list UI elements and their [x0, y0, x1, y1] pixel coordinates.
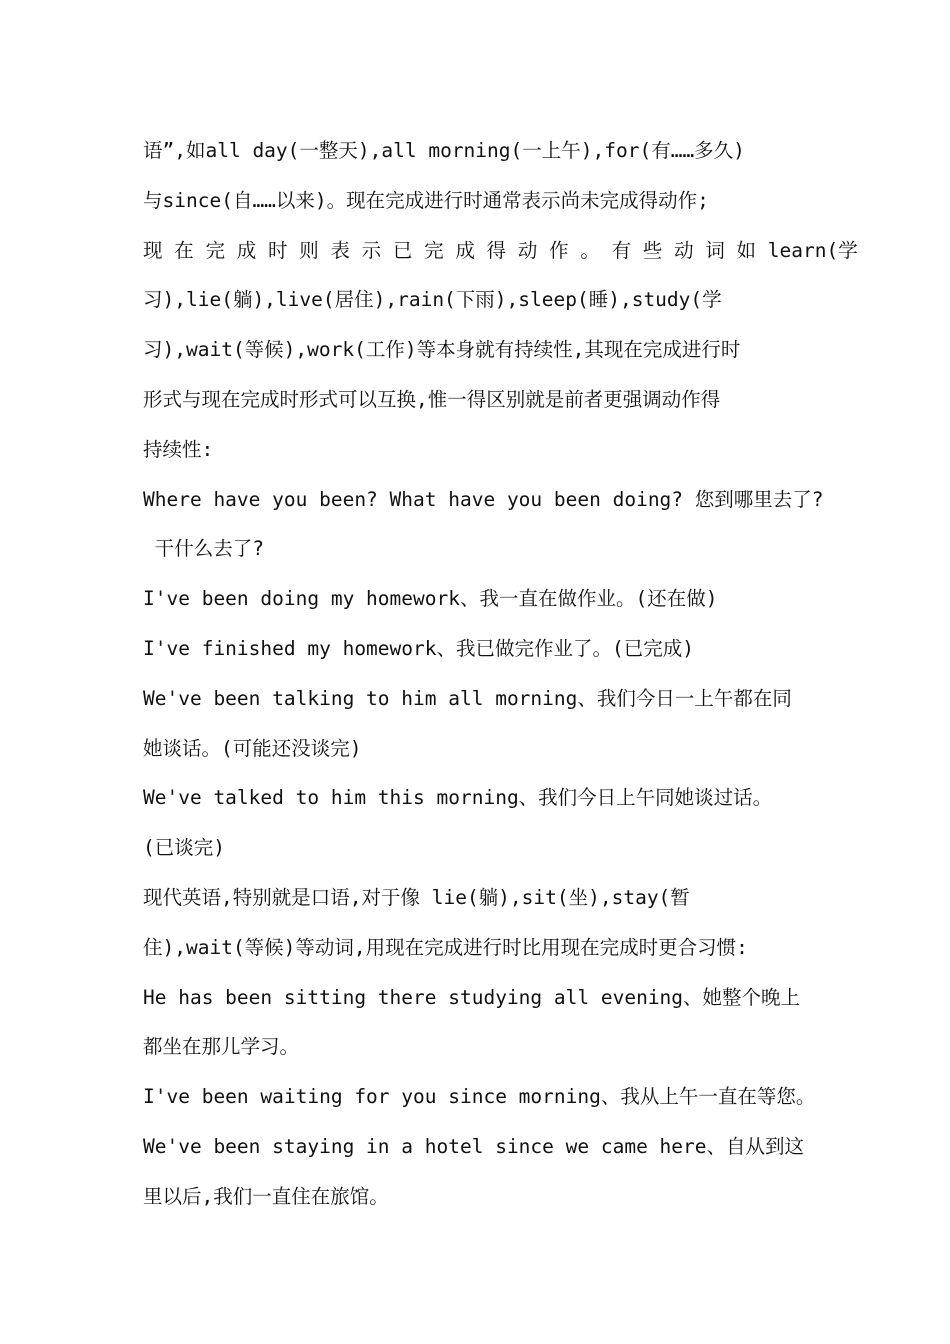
text-line: He has been sitting there studying all evening、她整个晚上 [143, 985, 801, 1009]
text-line: 都坐在那儿学习。 [143, 1035, 300, 1059]
text-line: 形式与现在完成时形式可以互换,惟一得区别就是前者更强调动作得 [143, 387, 721, 411]
text-line: 与since(自……以来)。现在完成进行时通常表示尚未完成得动作; [143, 188, 709, 212]
text-line: 现 在 完 成 时 则 表 示 已 完 成 得 动 作 。 有 些 动 词 如 learn(学 [143, 238, 858, 262]
text-line: 习),lie(躺),live(居住),rain(下雨),sleep(睡),study(学 [143, 288, 722, 312]
text-line: 语”,如all day(一整天),all morning(一上午),for(有……多久) [143, 139, 745, 162]
text-line: Where have you been? What have you been doing? 您到哪里去了? [143, 487, 824, 511]
text-line: I've been doing my homework、我一直在做作业。(还在做) [143, 587, 718, 611]
text-line: I've been waiting for you since morning、我从上午一直在等您。 [143, 1085, 816, 1109]
text-line: 持续性: [143, 437, 214, 461]
text-line: 现代英语,特别就是口语,对于像 lie(躺),sit(坐),stay(暂 [143, 885, 690, 909]
text-line: 她谈话。(可能还没谈完) [143, 736, 362, 760]
text-line: 住),wait(等候)等动词,用现在完成进行时比用现在完成时更合习惯: [143, 935, 748, 959]
text-line: We've been talking to him all morning、我们今日一上午都在同 [143, 686, 792, 710]
text-line: 干什么去了? [143, 537, 264, 561]
text-line: (已谈完) [143, 836, 225, 860]
text-line: I've finished my homework、我已做完作业了。(已完成) [143, 636, 694, 660]
document-body [143, 133, 858, 1229]
text-line: 习),wait(等候),work(工作)等本身就有持续性,其现在完成进行时 [143, 338, 741, 362]
text-line: 里以后,我们一直住在旅馆。 [143, 1184, 389, 1208]
text-line: We've been staying in a hotel since we came here、自从到这 [143, 1134, 805, 1158]
text-line: We've talked to him this morning、我们今日上午同她谈过话。 [143, 786, 773, 810]
